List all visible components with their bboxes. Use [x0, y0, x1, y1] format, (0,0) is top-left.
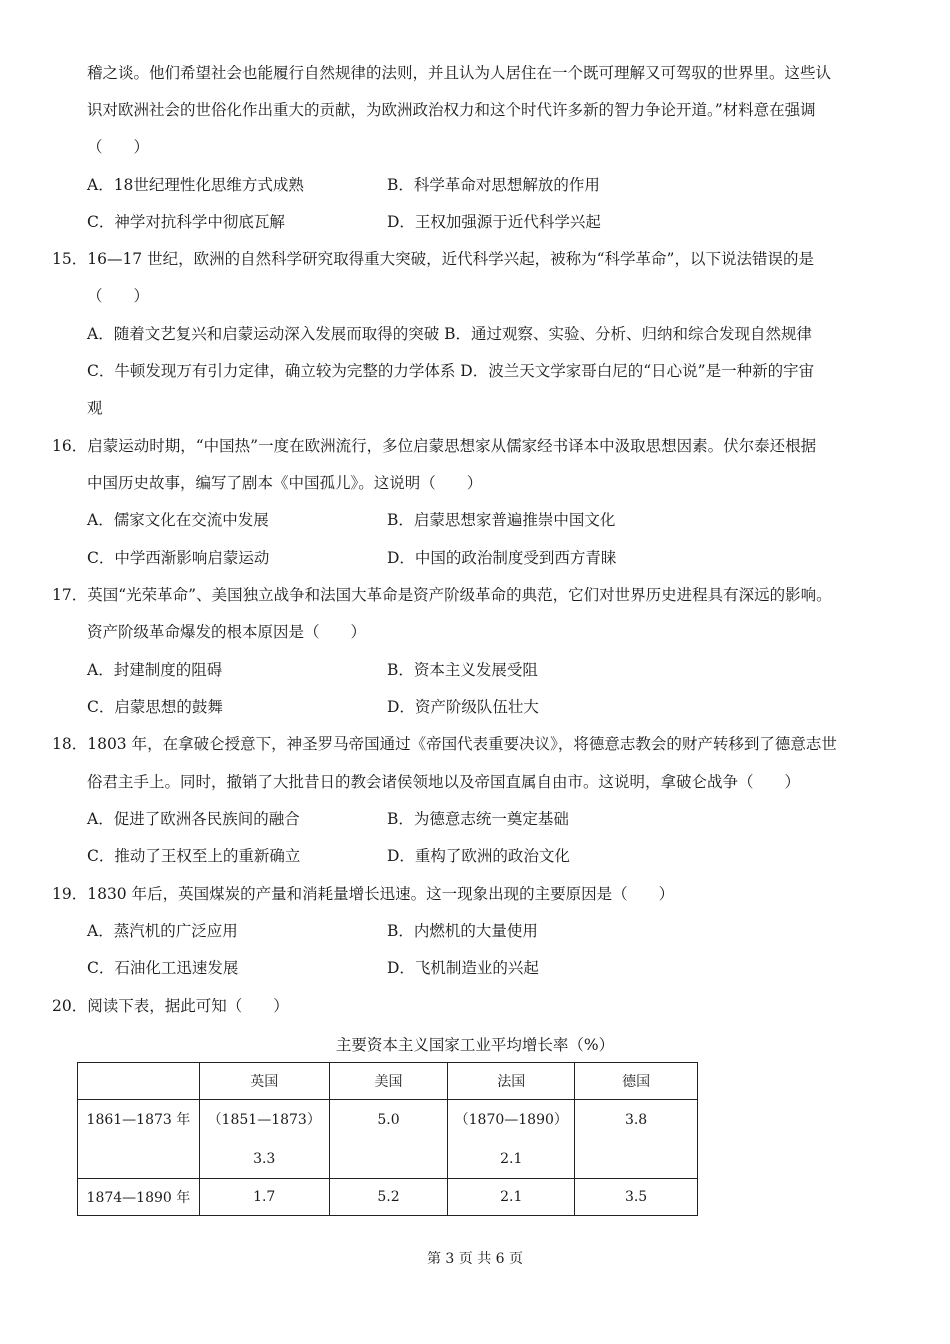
q18-option-b: B．为德意志统一奠定基础: [387, 810, 569, 828]
header-empty-cell: [78, 1063, 200, 1100]
header-uk: 英国: [199, 1063, 329, 1100]
table-row: [78, 1179, 698, 1216]
q14-option-d: D．王权加强源于近代科学兴起: [387, 213, 601, 231]
table-header-row: [78, 1063, 698, 1100]
header-germany: 德国: [575, 1063, 698, 1100]
cell-us: 5.2: [329, 1179, 448, 1216]
q18-stem-line-2: 俗君主手上。同时，撤销了大批昔日的教会诸侯领地以及帝国直属自由市。这说明，拿破仑战争（ ）: [87, 773, 801, 791]
cell-uk-value: 3.3: [253, 1151, 276, 1167]
q18-option-c: C．推动了王权至上的重新确立: [87, 847, 301, 865]
q14-option-c: C．神学对抗科学中彻底瓦解: [87, 213, 285, 231]
q15-options-ab: A．随着文艺复兴和启蒙运动深入发展而取得的突破 B．通过观察、实验、分析、归纳和综合发现自然规律: [87, 325, 813, 343]
cell-uk: [199, 1100, 329, 1179]
table-row: [78, 1100, 698, 1179]
header-france: 法国: [448, 1063, 575, 1100]
cell-germany: 3.5: [575, 1179, 698, 1216]
q17-option-b: B．资本主义发展受阻: [387, 661, 538, 679]
q16-option-d: D．中国的政治制度受到西方青睐: [387, 549, 617, 567]
q20-stem-line-1: 20．阅读下表，据此可知（ ）: [52, 997, 289, 1015]
q19-option-c: C．石油化工迅速发展: [87, 959, 239, 977]
growth-rate-table: [77, 1062, 698, 1216]
q16-option-a: A．儒家文化在交流中发展: [87, 511, 269, 529]
cell-us: 5.0: [329, 1100, 448, 1179]
q17-stem-line-2: 资产阶级革命爆发的根本原因是（ ）: [87, 623, 367, 641]
page-number: 第 3 页 共 6 页: [426, 1251, 524, 1267]
q15-stem-line-1: 15．16—17 世纪，欧洲的自然科学研究取得重大突破，近代科学兴起，被称为“科学革命”，以下说法错误的是: [52, 250, 814, 268]
q19-option-a: A．蒸汽机的广泛应用: [87, 922, 238, 940]
q17-stem-line-1: 17．英国“光荣革命”、美国独立战争和法国大革命是资产阶级革命的典范，它们对世界历史进程具有深远的影响。: [52, 586, 832, 604]
q14-option-a: A．18世纪理性化思维方式成熟: [87, 176, 304, 194]
q15-options-cd: C．牛顿发现万有引力定律，确立较为完整的力学体系 D．波兰天文学家哥白尼的“日心说”是一种新的宇宙: [87, 362, 815, 380]
cell-france-value: 2.1: [500, 1151, 523, 1167]
table-title: 主要资本主义国家工业平均增长率（%）: [335, 1036, 615, 1054]
cell-france-period: （1870—1890）: [454, 1112, 568, 1128]
q18-stem-line-1: 18．1803 年，在拿破仑授意下，神圣罗马帝国通过《帝国代表重要决议》，将德意志教会的财产转移到了德意志世: [52, 735, 837, 753]
q16-stem-line-2: 中国历史故事，编写了剧本《中国孤儿》。这说明（ ）: [87, 474, 483, 492]
q18-option-d: D．重构了欧洲的政治文化: [387, 847, 570, 865]
q14-text-line-1: 稽之谈。他们希望社会也能履行自然规律的法则，并且认为人居住在一个既可理解又可驾驭的世界里。这些认: [87, 64, 832, 82]
row-label: 1874—1890 年: [78, 1179, 200, 1216]
cell-uk-period: （1851—1873）: [207, 1112, 321, 1128]
q19-option-d: D．飞机制造业的兴起: [387, 959, 539, 977]
q17-option-c: C．启蒙思想的鼓舞: [87, 698, 223, 716]
cell-germany: 3.8: [575, 1100, 698, 1179]
q19-stem-line-1: 19．1830 年后，英国煤炭的产量和消耗量增长迅速。这一现象出现的主要原因是（ ）: [52, 885, 675, 903]
q18-option-a: A．促进了欧洲各民族间的融合: [87, 810, 300, 828]
q14-text-line-2: 识对欧洲社会的世俗化作出重大的贡献，为欧洲政治权力和这个时代许多新的智力争论开道。”材料意在强调: [87, 101, 816, 119]
row-label: 1861—1873 年: [78, 1100, 200, 1179]
q17-option-a: A．封建制度的阻碍: [87, 661, 223, 679]
q15-options-cd-wrap: 观: [87, 399, 103, 417]
q16-option-c: C．中学西渐影响启蒙运动: [87, 549, 270, 567]
q15-answer-bracket: （ ）: [87, 287, 150, 305]
q17-option-d: D．资产阶级队伍壮大: [387, 698, 539, 716]
cell-france: [448, 1100, 575, 1179]
q19-option-b: B．内燃机的大量使用: [387, 922, 538, 940]
q16-stem-line-1: 16．启蒙运动时期，“中国热”一度在欧洲流行，多位启蒙思想家从儒家经书译本中汲取思想因素。伏尔泰还根据: [52, 437, 817, 455]
cell-france: 2.1: [448, 1179, 575, 1216]
q16-option-b: B．启蒙思想家普遍推崇中国文化: [387, 511, 616, 529]
header-us: 美国: [329, 1063, 448, 1100]
q14-answer-bracket: （ ）: [87, 138, 150, 156]
q14-option-b: B．科学革命对思想解放的作用: [387, 176, 600, 194]
cell-uk: 1.7: [199, 1179, 329, 1216]
